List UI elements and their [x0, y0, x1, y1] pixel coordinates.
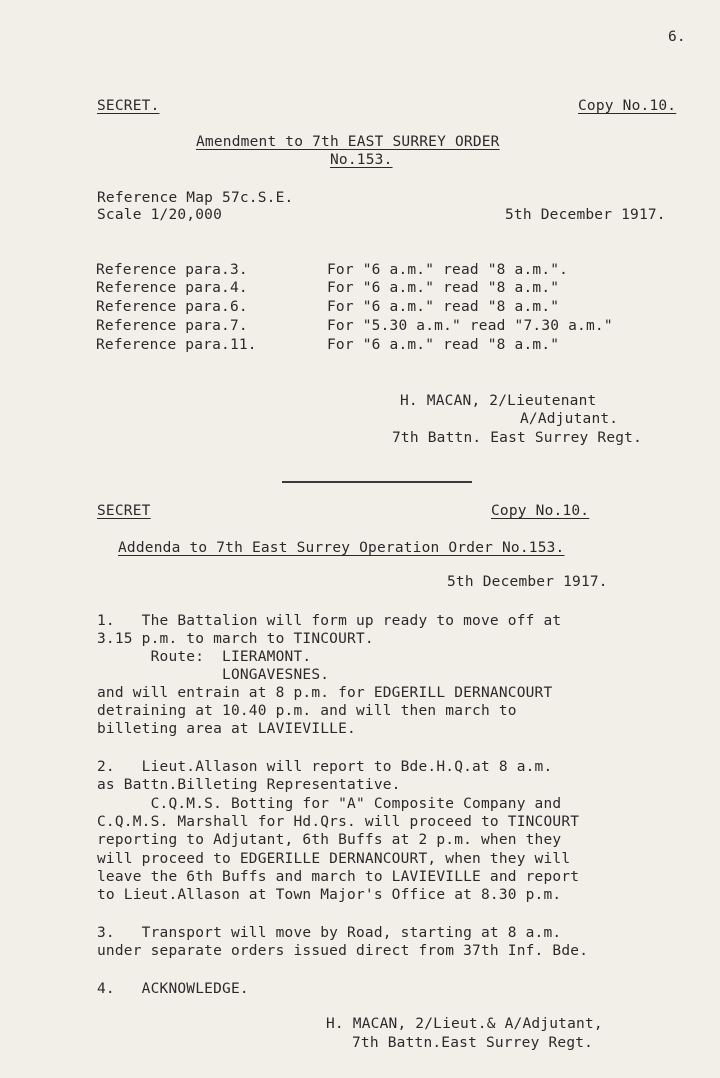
paragraph-line: 3. Transport will move by Road, starting at 8 a.m. [97, 925, 562, 941]
paragraph-line: C.Q.M.S. Botting for "A" Composite Company and [97, 796, 562, 812]
reference-para: Reference para.6. [96, 299, 248, 315]
paragraph-line: 2. Lieut.Allason will report to Bde.H.Q.at 8 a.m. [97, 759, 553, 775]
amendment-signature-unit: 7th Battn. East Surrey Regt. [392, 430, 643, 446]
paragraph-line: Route: LIERAMONT. [97, 649, 312, 665]
paragraph-line: and will entrain at 8 p.m. for EDGERILL DERNANCOURT [97, 685, 553, 701]
paragraph-4: 4. ACKNOWLEDGE. [97, 981, 249, 997]
amendment-signature-name: H. MACAN, 2/Lieutenant [400, 393, 597, 409]
amendment-secret-label: SECRET. [97, 98, 160, 114]
paragraph-line: 1. The Battalion will form up ready to move off at [97, 613, 562, 629]
reference-text: For "5.30 a.m." read "7.30 a.m." [327, 318, 613, 334]
reference-map: Reference Map 57c.S.E. [97, 190, 294, 206]
paragraph-line: LONGAVESNES. [97, 667, 330, 683]
addenda-date: 5th December 1917. [447, 574, 608, 590]
reference-para: Reference para.7. [96, 318, 248, 334]
reference-text: For "6 a.m." read "8 a.m." [327, 280, 560, 296]
addenda-secret-label: SECRET [97, 503, 151, 519]
reference-para: Reference para.4. [96, 280, 248, 296]
amendment-signature-title: A/Adjutant. [520, 411, 619, 427]
scale: Scale 1/20,000 [97, 207, 223, 223]
paragraph-line: 3.15 p.m. to march to TINCOURT. [97, 631, 374, 647]
paragraph-line: detraining at 10.40 p.m. and will then march to [97, 703, 517, 719]
reference-text: For "6 a.m." read "8 a.m." [327, 337, 560, 353]
paragraph-line: will proceed to EDGERILLE DERNANCOURT, when they will [97, 851, 571, 867]
reference-para: Reference para.11. [96, 337, 257, 353]
reference-text: For "6 a.m." read "8 a.m.". [327, 262, 569, 278]
amendment-copy-number: Copy No.10. [578, 98, 677, 114]
addenda-signature-name: H. MACAN, 2/Lieut.& A/Adjutant, [326, 1016, 603, 1032]
page-number: 6. [668, 29, 686, 45]
paragraph-line: leave the 6th Buffs and march to LAVIEVILLE and report [97, 869, 580, 885]
addenda-title: Addenda to 7th East Surrey Operation Order No.153. [118, 540, 565, 556]
reference-text: For "6 a.m." read "8 a.m." [327, 299, 560, 315]
reference-para: Reference para.3. [96, 262, 248, 278]
addenda-copy-number: Copy No.10. [491, 503, 590, 519]
paragraph-line: under separate orders issued direct from 37th Inf. Bde. [97, 943, 589, 959]
amendment-title-line1: Amendment to 7th EAST SURREY ORDER [196, 134, 500, 150]
amendment-date: 5th December 1917. [505, 207, 666, 223]
paragraph-line: to Lieut.Allason at Town Major's Office at 8.30 p.m. [97, 887, 562, 903]
section-divider [282, 481, 472, 483]
paragraph-line: reporting to Adjutant, 6th Buffs at 2 p.m. when they [97, 832, 562, 848]
paragraph-line: as Battn.Billeting Representative. [97, 777, 401, 793]
paragraph-line: billeting area at LAVIEVILLE. [97, 721, 356, 737]
amendment-title-line2: No.153. [330, 152, 393, 168]
paragraph-line: C.Q.M.S. Marshall for Hd.Qrs. will proceed to TINCOURT [97, 814, 580, 830]
addenda-signature-unit: 7th Battn.East Surrey Regt. [352, 1035, 594, 1051]
